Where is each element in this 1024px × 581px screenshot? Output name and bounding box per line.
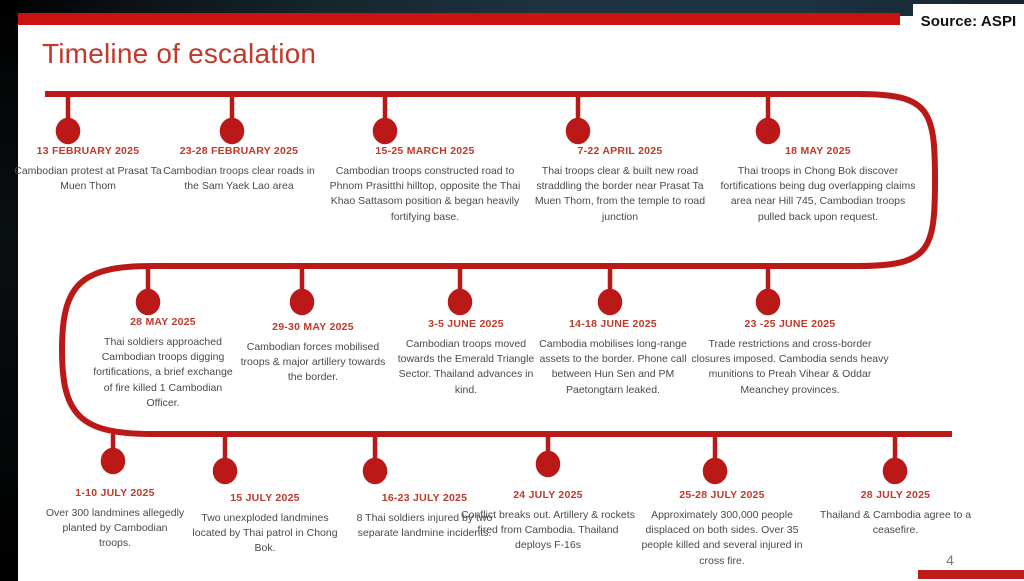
entry-description: 8 Thai soldiers injured by two separate landmine incidents. xyxy=(356,512,493,540)
entry-date: 14-18 JUNE 2025 xyxy=(569,318,657,330)
entry-description: Trade restrictions and cross-border closures imposed. Cambodia sends heavy munitions to Preah Vihear & Oddar Meanchey provinces. xyxy=(691,338,889,396)
entry-description: Two unexploded landmines located by Thai patrol in Chong Bok. xyxy=(192,512,338,555)
entry-description: Cambodian forces mobilised troops & major artillery towards the border. xyxy=(240,341,386,384)
entry-date: 24 JULY 2025 xyxy=(513,489,583,501)
top-red-bar xyxy=(18,13,900,25)
timeline-entry[interactable] xyxy=(238,321,388,386)
entry-date: 16-23 JULY 2025 xyxy=(381,492,468,504)
page-title: Timeline of escalation xyxy=(42,38,317,69)
entry-date: 15-25 MARCH 2025 xyxy=(375,145,475,157)
entry-description: Over 300 landmines allegedly planted by Cambodian troops. xyxy=(45,507,185,550)
entry-date: 7-22 APRIL 2025 xyxy=(577,145,663,157)
left-dark-edge xyxy=(0,0,18,581)
entry-date: 29-30 MAY 2025 xyxy=(272,321,354,333)
entry-description: Thai soldiers approached Cambodian troops digging fortifications, a brief exchange of fire killed 1 Cambodian Officer. xyxy=(93,336,233,409)
entry-description: Cambodian troops clear roads in the Sam Yaek Lao area xyxy=(163,165,315,193)
page-number: 4 xyxy=(946,552,954,568)
entry-date: 23 -25 JUNE 2025 xyxy=(744,318,836,330)
timeline-entry[interactable] xyxy=(632,489,812,569)
entry-date: 3-5 JUNE 2025 xyxy=(428,318,504,330)
entry-description: Conflict breaks out. Artillery & rockets fired from Cambodia. Thailand deploys F-16s xyxy=(461,509,635,552)
timeline-entry[interactable] xyxy=(325,145,525,225)
timeline-entry[interactable] xyxy=(525,145,715,225)
entry-description: Thai troops clear & built new road straddling the border near Prasat Ta Muen Thom, from the temple to road junction xyxy=(534,165,706,223)
timeline-entry[interactable] xyxy=(155,145,323,194)
timeline-entry[interactable] xyxy=(818,489,973,538)
entry-date: 28 JULY 2025 xyxy=(860,489,931,501)
entry-description: Thai troops in Chong Bok discover fortifications being dug overlapping claims area near Hill 745, Cambodian troops pulled back upon request. xyxy=(720,165,916,223)
source-badge xyxy=(913,4,1024,39)
source-label: Source: ASPI xyxy=(920,13,1017,30)
entry-description: Thailand & Cambodia agree to a ceasefire. xyxy=(819,509,972,537)
timeline-entry[interactable] xyxy=(458,489,638,554)
entry-description: Cambodian troops moved towards the Emerald Triangle Sector. Thailand advances in kind. xyxy=(397,338,535,396)
entry-date: 23-28 FEBRUARY 2025 xyxy=(179,145,299,157)
entry-description: Approximately 300,000 people displaced on both sides. Over 35 people killed and several injured in cross fire. xyxy=(641,509,803,567)
entry-date: 13 FEBRUARY 2025 xyxy=(36,145,140,157)
timeline-entry[interactable] xyxy=(45,487,185,552)
timeline-entry[interactable] xyxy=(88,316,238,411)
entry-date: 1-10 JULY 2025 xyxy=(75,487,155,499)
entry-date: 25-28 JULY 2025 xyxy=(679,489,765,501)
entry-description: Cambodia mobilises long-range assets to the border. Phone call between Hun Sen and PM Paetongtarn leaked. xyxy=(539,338,687,396)
timeline-entry[interactable] xyxy=(392,318,540,398)
timeline-entry[interactable] xyxy=(690,318,890,398)
timeline-entry[interactable] xyxy=(718,145,918,225)
timeline-entry[interactable] xyxy=(185,492,345,557)
entry-date: 28 MAY 2025 xyxy=(130,316,196,328)
entry-description: Cambodian troops constructed road to Phnom Prasitthi hilltop, opposite the Thai Khao Sattasom position & began heavily fortifying base. xyxy=(329,165,521,223)
bottom-red-bar xyxy=(918,570,1024,579)
timeline-entry[interactable] xyxy=(8,145,168,194)
entry-date: 18 MAY 2025 xyxy=(785,145,851,157)
timeline-entry[interactable] xyxy=(538,318,688,398)
entry-description: Cambodian protest at Prasat Ta Muen Thom xyxy=(14,165,162,193)
entry-date: 15 JULY 2025 xyxy=(230,492,300,504)
